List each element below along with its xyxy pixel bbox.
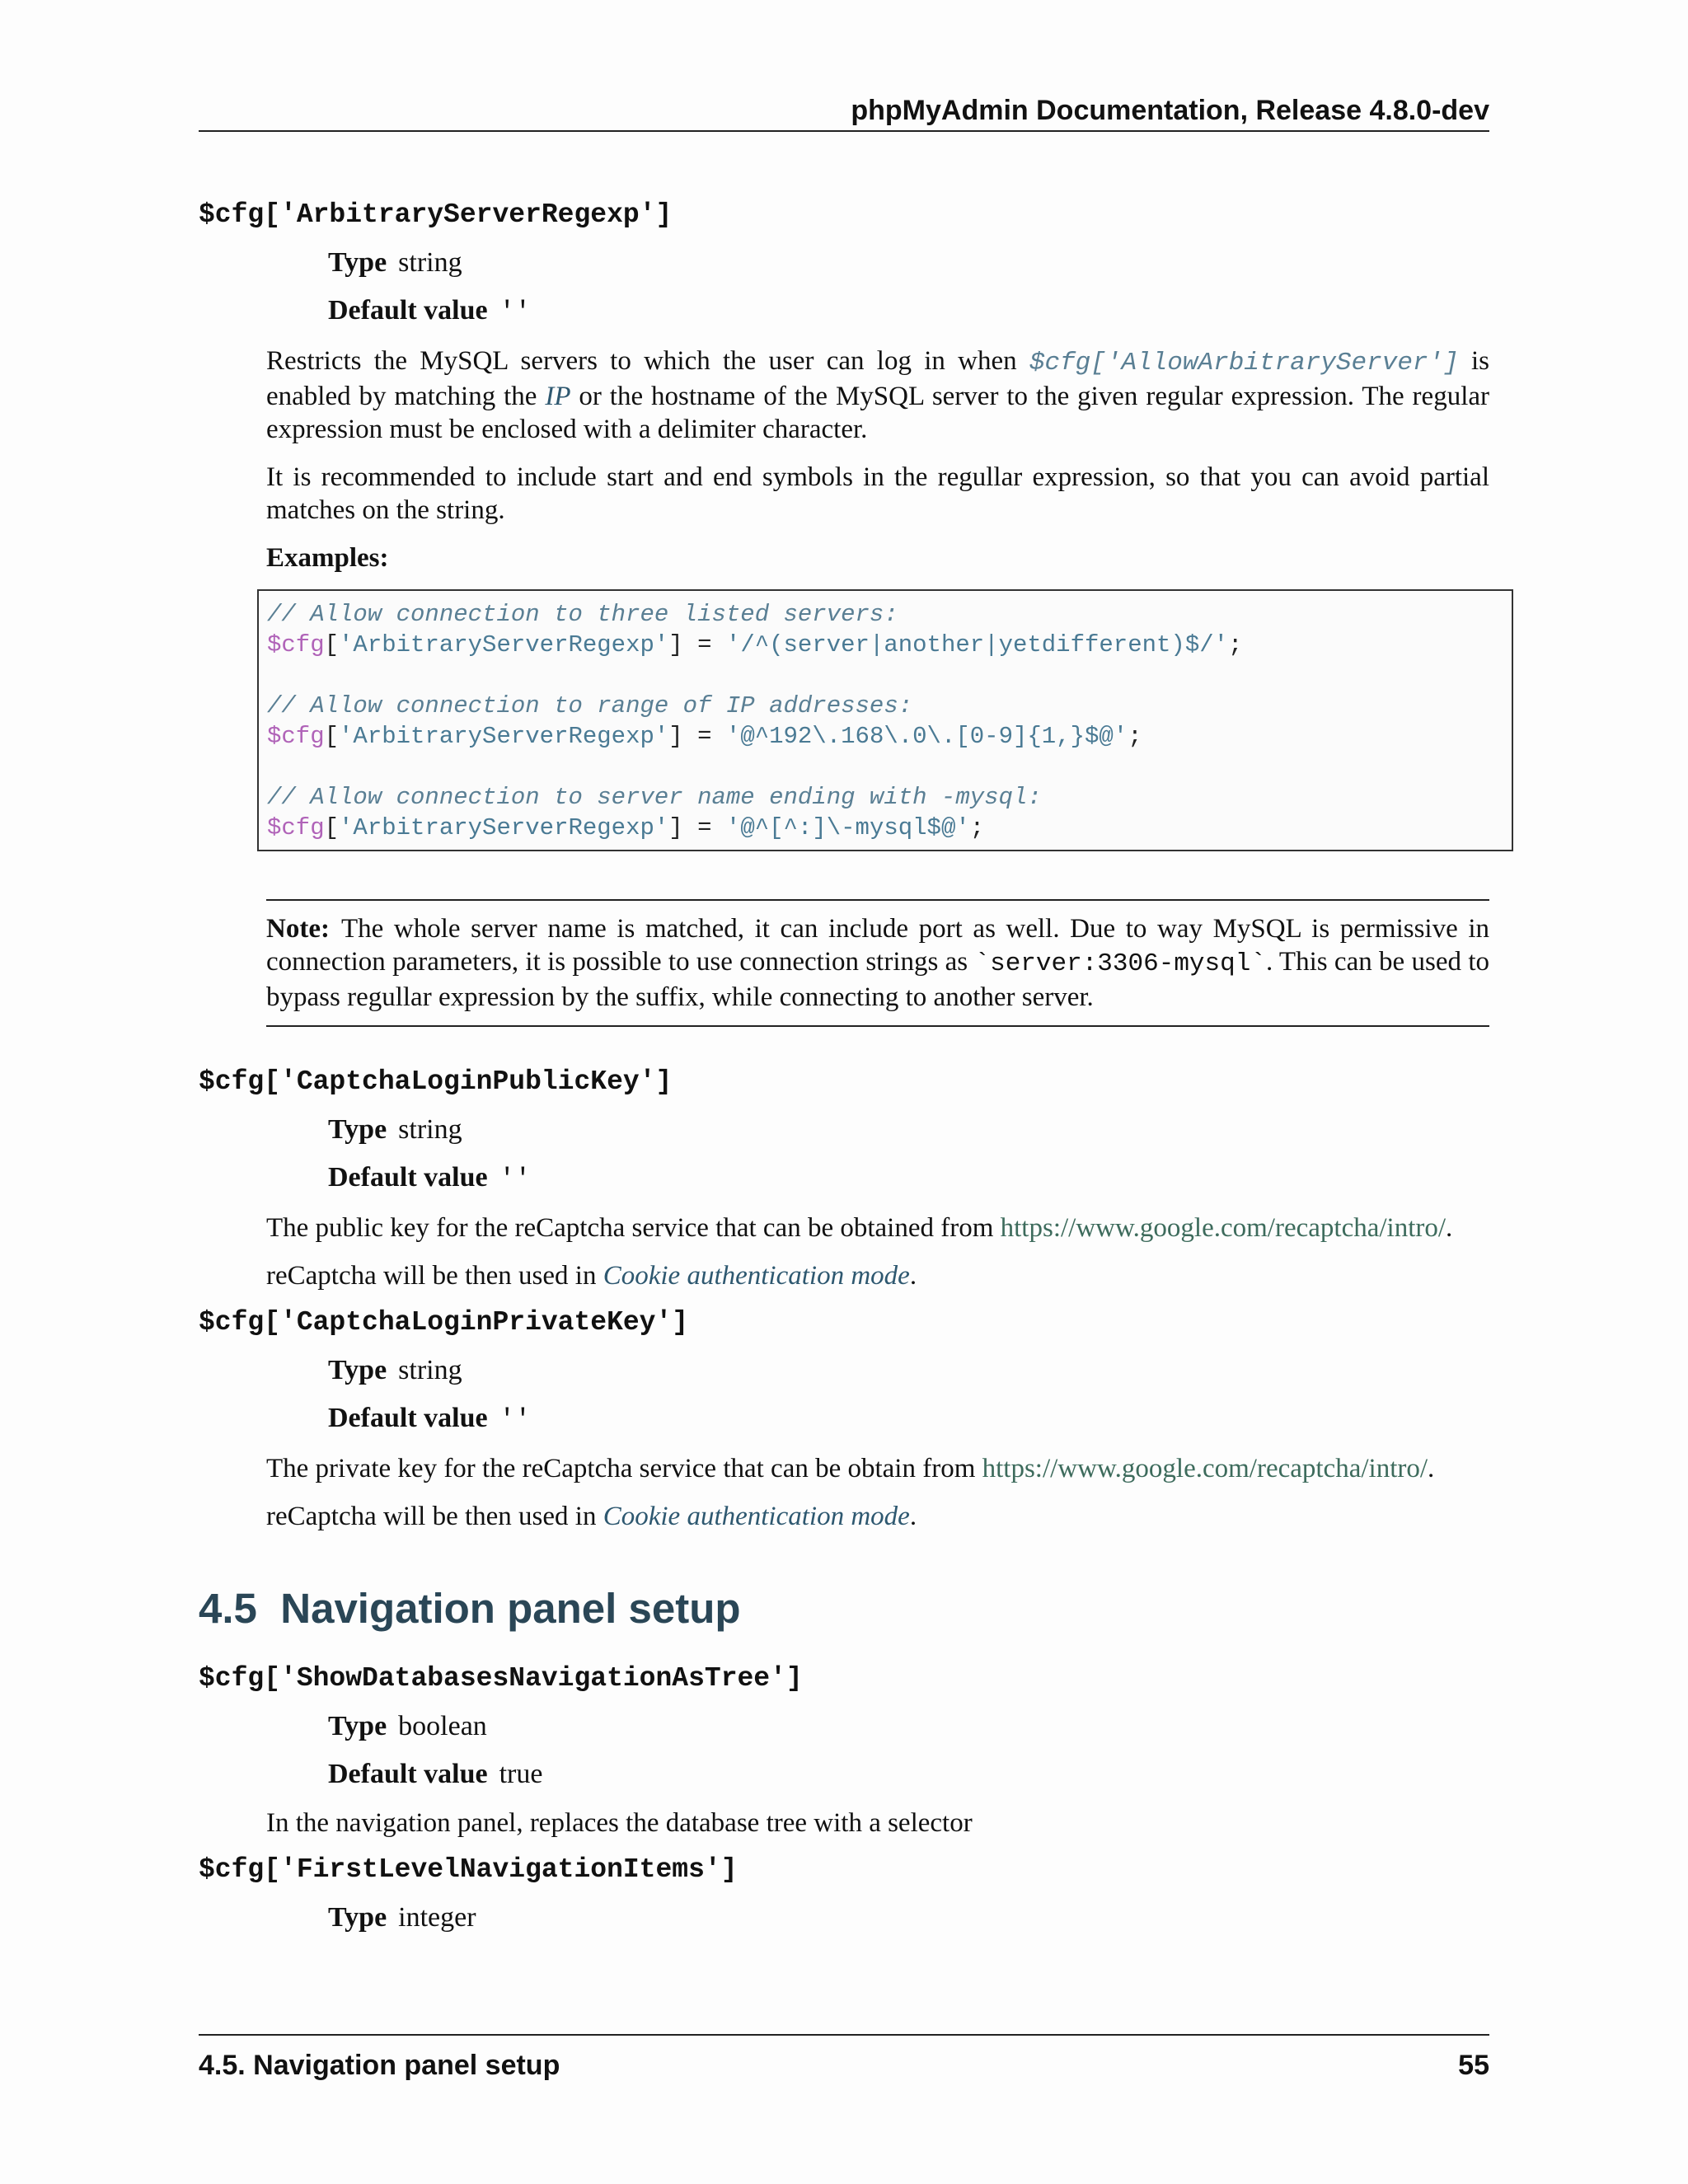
type-field: Type integer: [328, 1902, 476, 1933]
default-field: Default value true: [328, 1759, 543, 1789]
type-field: Type string: [328, 247, 462, 278]
type-value: string: [398, 247, 462, 278]
description-paragraph: The public key for the reCaptcha service that can be obtained from https://www.google.com/recaptcha/intro/.: [266, 1213, 1453, 1243]
recaptcha-url-link[interactable]: https://www.google.com/recaptcha/intro/: [1000, 1213, 1447, 1243]
page-content: [199, 198, 1489, 1935]
cookie-auth-link[interactable]: Cookie authentication mode: [603, 1261, 910, 1291]
config-signature: $cfg['ShowDatabasesNavigationAsTree']: [199, 1663, 803, 1694]
description-paragraph: In the navigation panel, replaces the database tree with a selector: [266, 1808, 973, 1838]
description-paragraph: The private key for the reCaptcha service that can be obtain from https://www.google.com/recaptcha/intro/.: [266, 1454, 1435, 1483]
default-field: Default value '': [328, 1403, 531, 1435]
running-header: phpMyAdmin Documentation, Release 4.8.0-dev: [199, 92, 1489, 132]
cookie-auth-link[interactable]: Cookie authentication mode: [603, 1502, 910, 1531]
footer-section-title: 4.5. Navigation panel setup: [199, 2050, 560, 2081]
code-example: // Allow connection to three listed servers: $cfg['ArbitraryServerRegexp'] = '/^(server|another|yetdifferent)$/'; // Allow connection to range of IP addresses: $cfg['ArbitraryServerRegexp'] = '@^192\.168\.0\.[0-9]{1,}$@'; // Allow connection to server name ending with -mysql: $cfg['ArbitraryServerRegexp'] = '@^[^:]\-mysql$@';: [257, 589, 1513, 851]
recommendation-paragraph: It is recommended to include start and end symbols in the regullar expression, so that you can avoid partial matches on the string.: [266, 462, 1489, 525]
type-field: Type boolean: [328, 1711, 487, 1741]
config-signature: $cfg['FirstLevelNavigationItems']: [199, 1854, 738, 1885]
note-box: Note: The whole server name is matched, it can include port as well. Due to way MySQL is permissive in connection parameters, it is possible to use connection strings as `server:3306-mysql`. This can be used to bypass regullar expression by the suffix, while connecting to another server.: [266, 899, 1489, 1027]
usage-paragraph: reCaptcha will be then used in Cookie authentication mode.: [266, 1261, 917, 1291]
running-footer: [199, 2034, 1489, 2083]
default-field: Default value '': [328, 1162, 531, 1194]
description-paragraph: Restricts the MySQL servers to which the user can log in when $cfg['AllowArbitraryServer'] is enabled by matching the IP or the hostname of the MySQL server to the given regular expression. The regular expression must be enclosed with a delimiter character.: [266, 346, 1490, 444]
type-field: Type string: [328, 1355, 462, 1385]
page-number: 55: [1458, 2050, 1489, 2081]
examples-label: Examples:: [266, 543, 389, 573]
config-signature: $cfg['CaptchaLoginPublicKey']: [199, 1066, 673, 1097]
config-signature: $cfg['ArbitraryServerRegexp']: [199, 199, 673, 230]
section-heading: 4.5 Navigation panel setup: [199, 1585, 741, 1632]
config-reference-link[interactable]: $cfg['AllowArbitraryServer']: [1029, 349, 1459, 377]
default-value: '': [499, 297, 531, 327]
ip-glossary-link[interactable]: IP: [545, 382, 571, 411]
recaptcha-url-link[interactable]: https://www.google.com/recaptcha/intro/: [982, 1454, 1428, 1483]
config-entry-captcha-private-key: [199, 1305, 1489, 1533]
usage-paragraph: reCaptcha will be then used in Cookie authentication mode.: [266, 1502, 917, 1531]
config-entry-first-level-navigation-items: [199, 1853, 1489, 1935]
config-entry-captcha-public-key: [199, 1065, 1489, 1292]
config-signature: $cfg['CaptchaLoginPrivateKey']: [199, 1307, 689, 1338]
config-entry-arbitrary-server-regexp: [199, 198, 1489, 1027]
config-entry-show-databases-navigation-as-tree: [199, 1661, 1489, 1840]
type-field: Type string: [328, 1114, 462, 1145]
default-field: Default value '': [328, 295, 531, 327]
